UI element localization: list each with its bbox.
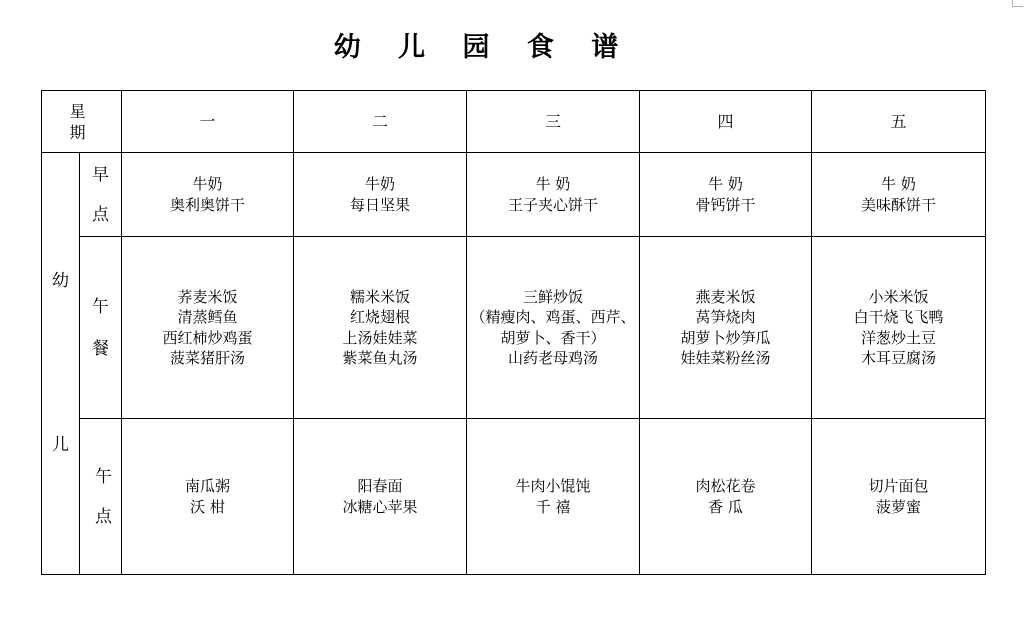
dish-item: 西红柿炒鸡蛋 xyxy=(162,328,253,347)
lunch-row xyxy=(42,237,986,419)
breakfast-row xyxy=(42,153,986,237)
dish-item: 南瓜粥 xyxy=(184,476,230,495)
dish-item: 白干烧飞飞鸭 xyxy=(853,308,944,326)
dish-item: 美味酥饼干 xyxy=(860,195,936,214)
dish-item: 菠萝蜜 xyxy=(875,497,921,516)
afternoon-snack-row xyxy=(42,419,986,575)
dish-item: 牛奶 xyxy=(192,174,223,193)
dish-item: 奥利奥饼干 xyxy=(169,195,245,214)
dish-item: 牛肉小馄饨 xyxy=(515,476,591,495)
meal-label-breakfast xyxy=(80,153,122,237)
dish-item: 牛 奶 xyxy=(708,174,743,193)
dish-item: 三鲜炒饭 xyxy=(522,287,583,306)
dish-item: 千 禧 xyxy=(535,497,571,516)
meal-label-lunch xyxy=(80,237,122,419)
menu-cell-lunch-thu xyxy=(640,237,812,419)
dish-item: 阳春面 xyxy=(357,476,403,495)
meal-label-lunch-line-1: 午 xyxy=(92,296,109,317)
dish-item: 切片面包 xyxy=(868,476,929,495)
dish-item: 莴笋烧肉 xyxy=(695,308,756,326)
dish-item: 紫菜鱼丸汤 xyxy=(342,349,418,367)
group-label-char-2: 儿 xyxy=(52,435,69,455)
dish-item: 荞麦米饭 xyxy=(177,287,238,306)
menu-cell-breakfast-tue xyxy=(294,153,467,237)
day-header-tue: 二 xyxy=(294,91,467,153)
dish-item: 王子夹心饼干 xyxy=(507,195,598,214)
menu-table xyxy=(41,90,986,575)
menu-cell-snack-tue xyxy=(294,419,467,575)
dish-item: 清蒸鳕鱼 xyxy=(177,308,238,326)
dish-item: 牛 奶 xyxy=(535,174,571,193)
dish-item: 冰糖心苹果 xyxy=(342,497,418,516)
day-header-wed: 三 xyxy=(467,91,640,153)
dish-item: 胡萝卜炒笋瓜 xyxy=(680,328,771,347)
menu-cell-snack-mon xyxy=(122,419,294,575)
menu-cell-lunch-wed xyxy=(467,237,640,419)
dish-item: 骨钙饼干 xyxy=(695,195,756,214)
menu-cell-breakfast-thu xyxy=(640,153,812,237)
dish-item: 肉松花卷 xyxy=(695,476,756,495)
dish-item: 木耳豆腐汤 xyxy=(860,349,936,367)
dish-item: 小米米饭 xyxy=(868,287,929,306)
menu-cell-lunch-tue xyxy=(294,237,467,419)
weekday-label: 星 期 xyxy=(42,91,122,153)
day-header-fri: 五 xyxy=(812,91,986,153)
day-header-mon: 一 xyxy=(122,91,294,153)
dish-item: 娃娃菜粉丝汤 xyxy=(680,349,771,367)
dish-item: 每日坚果 xyxy=(349,195,410,214)
menu-cell-lunch-mon xyxy=(122,237,294,419)
menu-cell-snack-thu xyxy=(640,419,812,575)
dish-item: 牛 奶 xyxy=(881,174,916,193)
header-row xyxy=(42,91,986,153)
dish-item: 红烧翅根 xyxy=(349,308,410,326)
dish-item: 糯米米饭 xyxy=(349,287,410,306)
menu-cell-lunch-fri xyxy=(812,237,986,419)
dish-item: 山药老母鸡汤 xyxy=(507,349,598,367)
meal-label-lunch-line-2: 餐 xyxy=(92,338,109,359)
page-corner-mark xyxy=(1012,0,1023,7)
day-header-thu: 四 xyxy=(640,91,812,153)
dish-item: 上汤娃娃菜 xyxy=(342,328,418,347)
meal-label-breakfast-line-2: 点 xyxy=(92,204,109,225)
dish-item: 胡萝卜、香干） xyxy=(500,328,606,347)
menu-cell-snack-fri xyxy=(812,419,986,575)
dish-item: 沃 柑 xyxy=(190,497,225,516)
menu-cell-breakfast-fri xyxy=(812,153,986,237)
menu-cell-breakfast-wed xyxy=(467,153,640,237)
dish-item: 香 瓜 xyxy=(708,497,743,516)
dish-item: 燕麦米饭 xyxy=(695,287,756,306)
dish-item: 牛奶 xyxy=(364,174,395,193)
menu-cell-snack-wed xyxy=(467,419,640,575)
meal-label-afternoon-snack-line-1: 午 xyxy=(95,466,112,487)
meal-label-breakfast-line-1: 早 xyxy=(92,164,109,185)
meal-label-afternoon-snack xyxy=(80,419,122,575)
dish-item: 洋葱炒土豆 xyxy=(860,328,936,347)
menu-cell-breakfast-mon xyxy=(122,153,294,237)
dish-item: 菠菜猪肝汤 xyxy=(169,349,245,367)
group-label-cell xyxy=(42,153,80,575)
dish-item: （精瘦肉、鸡蛋、西芹、 xyxy=(470,308,636,326)
group-label-char-1: 幼 xyxy=(52,271,69,291)
meal-label-afternoon-snack-line-2: 点 xyxy=(95,506,112,527)
page-title: 幼 儿 园 食 谱 xyxy=(333,32,633,63)
